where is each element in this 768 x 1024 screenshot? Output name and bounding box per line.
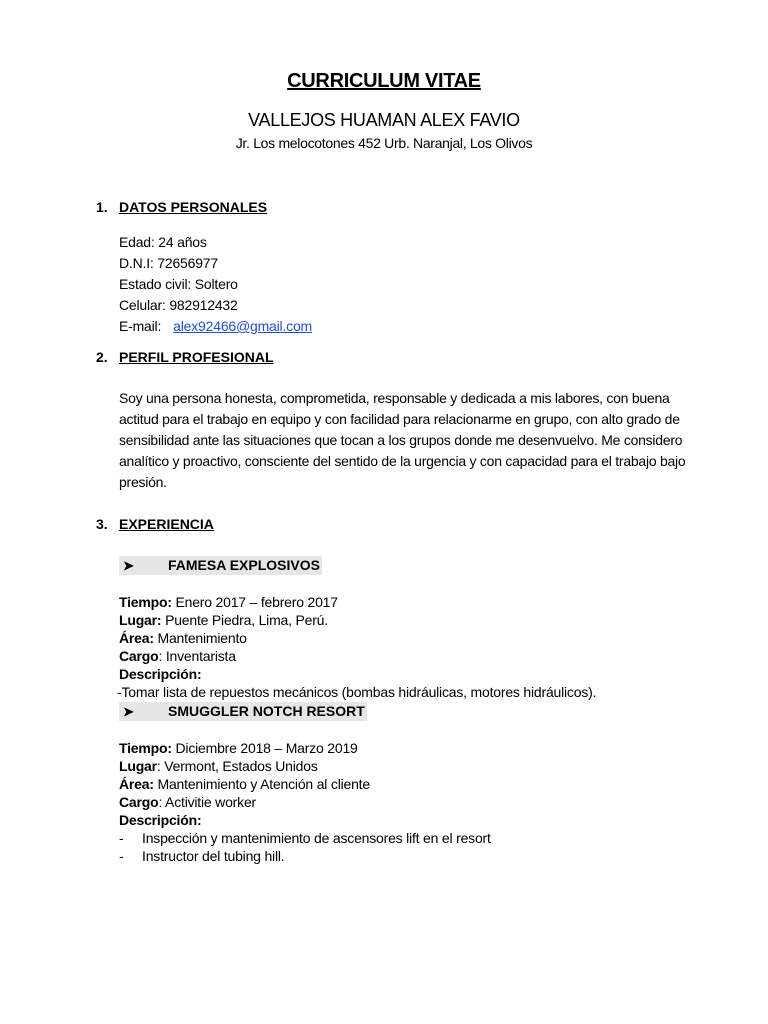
field-label: Cargo [119, 794, 159, 810]
document-title: CURRICULUM VITAE [287, 70, 481, 92]
field-label: Tiempo: [119, 740, 172, 756]
field-value: Puente Piedra, Lima, Perú. [165, 612, 328, 628]
field-value: : Vermont, Estados Unidos [156, 758, 318, 774]
field-value: Enero 2017 – febrero 2017 [175, 594, 338, 610]
item-text: Instructor del tubing hill. [142, 848, 285, 864]
job-area [119, 629, 596, 647]
field-value: : Activitie worker [158, 794, 256, 810]
section-label: DATOS PERSONALES [119, 199, 268, 215]
job-time [119, 739, 491, 757]
field-value: Diciembre 2018 – Marzo 2019 [175, 740, 358, 756]
job-details [119, 739, 491, 865]
field-label: Área: [119, 630, 154, 646]
field-value: Mantenimiento [157, 630, 247, 646]
job-time [119, 593, 596, 611]
email-link[interactable]: alex92466@gmail.com [173, 318, 312, 334]
candidate-name: VALLEJOS HUAMAN ALEX FAVIO [248, 110, 520, 130]
item-text: Inspección y mantenimiento de ascensores lift en el resort [142, 830, 491, 846]
field-label: Tiempo: [119, 594, 172, 610]
section-label: EXPERIENCIA [119, 516, 214, 532]
section-heading-personal [96, 199, 267, 215]
job-details [119, 593, 596, 701]
job-place [119, 757, 491, 775]
job-description-item [119, 847, 491, 865]
job-description-label [119, 665, 596, 683]
field-label: Área: [119, 776, 154, 792]
dni: D.N.I: 72656977 [119, 255, 218, 271]
email-label: E-mail: [119, 318, 162, 334]
job-description-item [119, 829, 491, 847]
company-name: SMUGGLER NOTCH RESORT [168, 703, 365, 719]
job-description-item: -Tomar lista de repuestos mecánicos (bombas hidráulicas, motores hidráulicos). [117, 684, 597, 700]
personal-data [119, 232, 312, 337]
field-value: : Inventarista [158, 648, 236, 664]
civil-status: Estado civil: Soltero [119, 276, 238, 292]
section-heading-experience [96, 516, 214, 532]
dash-bullet: - [119, 830, 124, 846]
field-value: Mantenimiento y Atención al cliente [157, 776, 370, 792]
section-number: 1. [96, 199, 108, 215]
dash-bullet: - [119, 848, 124, 864]
section-heading-profile [96, 349, 274, 365]
job-role [119, 793, 491, 811]
profile-text: Soy una persona honesta, comprometida, responsable y dedicada a mis labores, con buena actitud para el trabajo en equipo y con facilidad para relacionarme en grupo, con alto grado de sensibilidad ante las situaciones que tocan a los grupos donde me desenvuelvo. Me considero analítico y proactivo, consciente del sentido de la urgencia y con capacidad para el trabajo bajo presión. [119, 390, 686, 490]
email-row [119, 316, 312, 337]
field-label: Lugar: [119, 612, 162, 628]
field-label: Cargo [119, 648, 159, 664]
field-label: Lugar [119, 758, 157, 774]
age: Edad: 24 años [119, 234, 207, 250]
job-role [119, 647, 596, 665]
candidate-address: Jr. Los melocotones 452 Urb. Naranjal, Los Olivos [235, 135, 533, 151]
company-heading [119, 702, 367, 721]
job-place [119, 611, 596, 629]
phone: Celular: 982912432 [119, 297, 238, 313]
job-area [119, 775, 491, 793]
arrow-bullet-icon: ➤ [123, 558, 134, 573]
section-number: 2. [96, 349, 108, 365]
company-heading [119, 556, 322, 575]
company-name: FAMESA EXPLOSIVOS [168, 557, 320, 573]
arrow-bullet-icon: ➤ [123, 704, 134, 719]
job-description-label [119, 811, 491, 829]
field-label: Descripción: [119, 812, 202, 828]
field-label: Descripción: [119, 666, 202, 682]
section-number: 3. [96, 516, 108, 532]
section-label: PERFIL PROFESIONAL [119, 349, 274, 365]
